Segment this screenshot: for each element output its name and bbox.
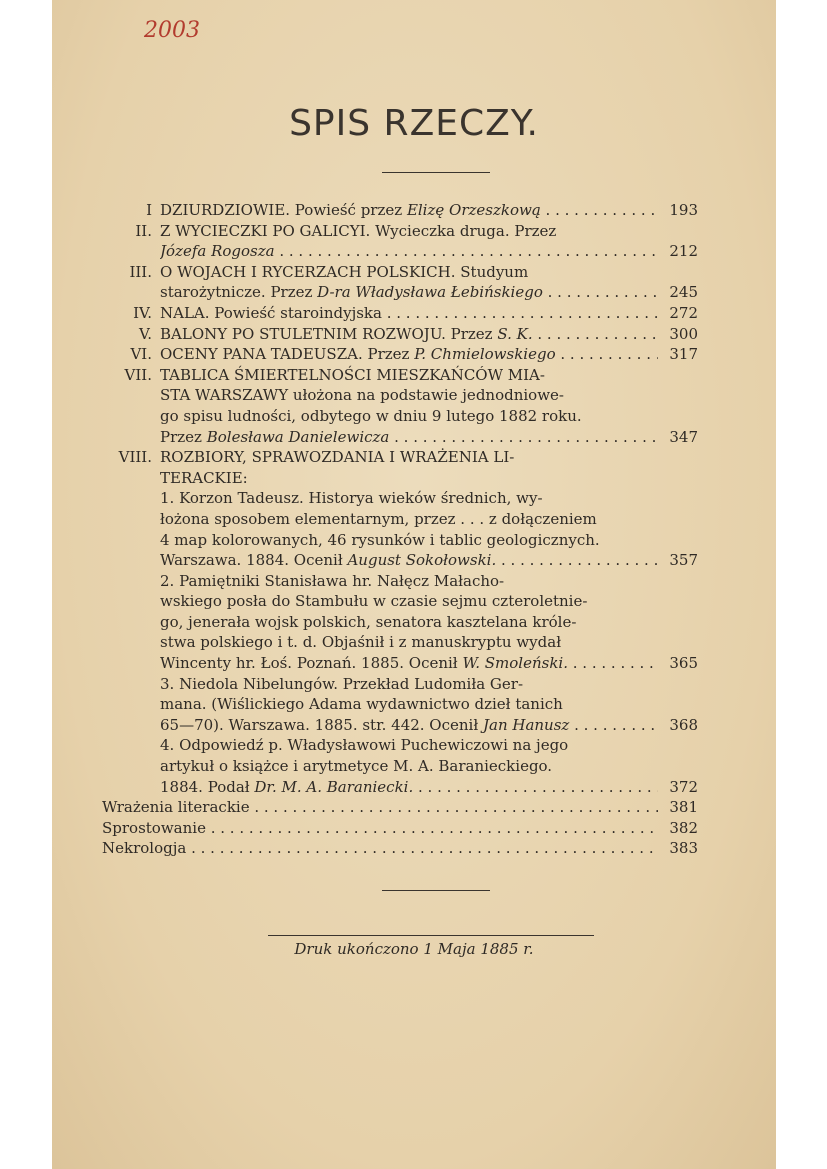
entry-text: NALA. Powieść staroindyjska . . . [160, 303, 658, 324]
toc-line [124, 365, 698, 386]
page-number: 300 [669, 324, 698, 343]
entry-text: łożona sposobem elementarnym, przez . . . z dołączeniem [160, 509, 597, 528]
toc-line [160, 735, 698, 756]
page-number [658, 468, 698, 489]
toc-line [160, 653, 698, 674]
toc-extra-line [102, 797, 698, 818]
toc-line [160, 241, 698, 262]
entry-text: 4 map kolorowanych, 46 rysunków i tablic geologicznych. [160, 530, 600, 549]
page-number [658, 632, 698, 653]
page-number [658, 221, 698, 242]
entry-text: go, jenerała wojsk polskich, senatora kasztelana króle- [160, 612, 577, 631]
page-number [658, 571, 698, 592]
entry-text: OCENY PANA TADEUSZA. Przez P. Chmielowskiego . . . [160, 344, 658, 365]
page-title: SPIS RZECZY. [289, 103, 539, 144]
toc-line [160, 612, 698, 633]
toc-line [160, 488, 698, 509]
page-number: 272 [669, 303, 698, 322]
page-number: 382 [669, 818, 698, 837]
page-number [658, 674, 698, 695]
entry-text: Przez Bolesława Danielewicza . . . [160, 427, 658, 448]
page-number [658, 447, 698, 468]
entry-text: artykuł o książce i arytmetyce M. A. Baranieckiego. [160, 757, 553, 776]
table-of-contents [102, 200, 698, 859]
toc-line [146, 200, 698, 221]
entry-author: Jan Hanusz [482, 715, 570, 734]
entry-text: ROZBIORY, SPRAWOZDANIA I WRAŻENIA LI- [160, 448, 515, 467]
toc-line [160, 282, 698, 303]
title-rule [382, 172, 490, 173]
page-number: 317 [669, 345, 698, 364]
entry-text [160, 241, 658, 262]
entry-text: 1884. Podał Dr. M. A. Baraniecki. . . . [160, 777, 658, 798]
entry-text: 2. Pamiętniki Stanisława hr. Nałęcz Małacho- [160, 571, 505, 590]
print-note: Druk ukończono 1 Maja 1885 r. [294, 940, 534, 958]
page-number: 381 [669, 798, 698, 817]
entry-text: O WOJACH I RYCERZACH POLSKICH. Studyum [160, 262, 529, 281]
toc-line [133, 303, 698, 324]
page-number [658, 612, 698, 633]
toc-line [160, 632, 698, 653]
toc-line [139, 324, 698, 345]
page-number [658, 488, 698, 509]
page-number [658, 365, 698, 386]
entry-number: V. [139, 324, 152, 343]
page-number: 372 [669, 777, 698, 796]
entry-text: Warszawa. 1884. Ocenił August Sokołowski. . . . [160, 550, 658, 571]
entry-text: go spisu ludności, odbytego w dniu 9 lutego 1882 roku. [160, 406, 582, 425]
handwritten-mark: 2003 [144, 18, 200, 43]
page-number: 368 [669, 715, 698, 734]
toc-line [130, 344, 698, 365]
toc-line [160, 777, 698, 798]
entry-author: Elizę Orzeszkową [406, 201, 541, 219]
page-number: 245 [669, 283, 698, 302]
page-number [658, 530, 698, 551]
toc-line [160, 468, 698, 489]
toc-extra-line [102, 818, 698, 839]
toc-line [160, 694, 698, 715]
entry-number: II. [135, 221, 152, 240]
toc-line [160, 674, 698, 695]
entry-number: VI. [130, 345, 152, 364]
footer-rule [268, 935, 594, 936]
entry-author: S. K. [497, 324, 533, 343]
entry-text: 65—70). Warszawa. 1885. str. 442. Ocenił Jan Hanusz . . . [160, 715, 658, 736]
toc-extra-line [102, 838, 698, 859]
entry-number: VIII. [118, 448, 152, 467]
toc-line [160, 550, 698, 571]
bottom-rule [382, 890, 490, 891]
entry-author: Józefa Rogosza [160, 242, 275, 261]
entry-text: DZIURDZIOWIE. Powieść przez Elizę Orzeszkową . . . [160, 200, 658, 221]
toc-line [160, 427, 698, 448]
toc-line [160, 530, 698, 551]
toc-line [160, 715, 698, 736]
entry-text: Nekrologja . . . [102, 838, 658, 859]
page-number [658, 509, 698, 530]
entry-text: Sprostowanie . . . [102, 818, 658, 839]
entry-text: Z WYCIECZKI PO GALICYI. Wycieczka druga. Przez [160, 221, 557, 240]
entry-text: mana. (Wiślickiego Adama wydawnictwo dzieł tanich [160, 695, 563, 714]
entry-author: P. Chmielowskiego [414, 345, 556, 364]
entry-text: TABLICA ŚMIERTELNOŚCI MIESZKAŃCÓW MIA- [160, 365, 545, 384]
toc-line [135, 221, 698, 242]
page-number: 365 [669, 654, 698, 673]
page-number [658, 694, 698, 715]
page-number: 383 [669, 839, 698, 858]
toc-line [118, 447, 698, 468]
page-number [658, 591, 698, 612]
toc-line [160, 591, 698, 612]
entry-text: 1. Korzon Tadeusz. Historya wieków średnich, wy- [160, 489, 543, 508]
page-number: 347 [669, 427, 698, 446]
entry-author: D-ra Władysława Łebińskiego [317, 283, 543, 302]
document-page [52, 0, 776, 1169]
toc-line [160, 385, 698, 406]
entry-text: 3. Niedola Nibelungów. Przekład Ludomiła Ger- [160, 674, 524, 693]
entry-text: Wincenty hr. Łoś. Poznań. 1885. Ocenił W. Smoleński. . . . [160, 653, 658, 674]
page-number: 193 [669, 201, 698, 219]
entry-text: 4. Odpowiedź p. Władysławowi Puchewiczowi na jego [160, 736, 569, 755]
entry-author: W. Smoleński. [462, 654, 568, 673]
entry-text: wskiego posła do Stambułu w czasie sejmu czteroletnie- [160, 592, 588, 611]
entry-text: TERACKIE: [160, 468, 248, 487]
toc-line [160, 509, 698, 530]
page-number [658, 756, 698, 777]
page-number [658, 406, 698, 427]
entry-text: BALONY PO STULETNIM ROZWOJU. Przez S. K. . . . [160, 324, 658, 345]
toc-line [160, 406, 698, 427]
entry-text: STA WARSZAWY ułożona na podstawie jednodniowe- [160, 386, 564, 405]
page-number [658, 385, 698, 406]
page-number: 212 [669, 242, 698, 261]
toc-line [129, 262, 698, 283]
entry-author: Dr. M. A. Baraniecki. [254, 777, 414, 796]
entry-number: VII. [124, 365, 152, 384]
entry-number: IV. [133, 303, 152, 322]
entry-author: Bolesława Danielewicza [206, 427, 390, 446]
entry-number: III. [129, 262, 152, 281]
page-number [658, 735, 698, 756]
entry-text: starożytnicze. Przez D-ra Władysława Łebińskiego . . . [160, 282, 658, 303]
toc-line [160, 571, 698, 592]
entry-author: August Sokołowski. [347, 551, 497, 570]
page-number: 357 [669, 551, 698, 570]
entry-text: stwa polskiego i t. d. Objaśnił i z manuskryptu wydał [160, 633, 562, 652]
entry-number: I [146, 201, 152, 219]
entry-text: Wrażenia literackie . . . [102, 797, 658, 818]
page-number [658, 262, 698, 283]
toc-line [160, 756, 698, 777]
